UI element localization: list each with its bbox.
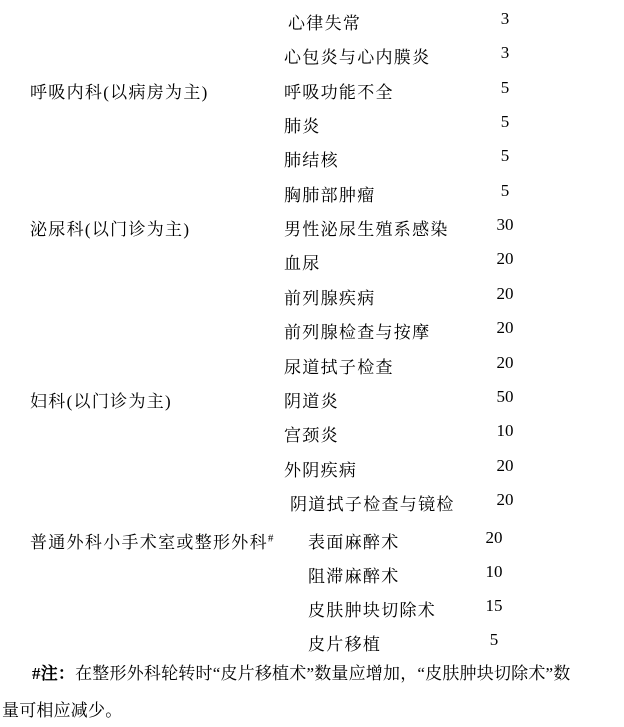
table-row	[0, 181, 624, 203]
count-cell: 5	[500, 112, 510, 132]
item-cell: 呼吸功能不全	[284, 82, 394, 102]
item-cell: 血尿	[284, 254, 321, 274]
count-cell: 30	[496, 215, 514, 235]
count-cell: 20	[496, 318, 514, 338]
count-cell: 20	[496, 352, 514, 372]
item-cell: 前列腺疾病	[284, 288, 376, 308]
item-cell: 男性泌尿生殖系感染	[284, 220, 449, 240]
count-cell: 20	[496, 283, 514, 303]
table-row	[0, 387, 624, 409]
item-cell: 阴道炎	[284, 391, 339, 411]
footnote-marker: #注：	[32, 664, 76, 683]
table-row	[0, 215, 624, 240]
table-row	[0, 456, 624, 478]
dept-cell: 泌尿科(以门诊为主)	[30, 220, 191, 240]
table-row	[0, 284, 624, 306]
count-cell: 10	[485, 562, 503, 581]
count-cell: 3	[500, 43, 510, 63]
table-row	[0, 353, 624, 375]
table-row	[0, 78, 624, 100]
table-row	[0, 318, 624, 343]
dept-cell: 普通外科小手术室或整形外科#	[30, 532, 274, 552]
item-cell: 前列腺检查与按摩	[284, 323, 431, 343]
table-row	[0, 490, 624, 512]
count-cell: 5	[500, 146, 510, 166]
item-cell: 肺结核	[284, 151, 339, 171]
footnote-line	[0, 655, 624, 692]
count-cell: 20	[485, 528, 503, 547]
item-cell: 外阴疾病	[284, 460, 358, 480]
table-row	[0, 249, 624, 274]
table-row	[0, 9, 624, 31]
item-cell: 阴道拭子检查与镜检	[290, 494, 455, 514]
table-row	[0, 146, 624, 171]
item-cell: 表面麻醉术	[308, 533, 400, 552]
count-cell: 20	[496, 249, 514, 269]
table-row	[0, 596, 624, 618]
footnote	[0, 655, 624, 727]
count-cell: 5	[500, 77, 510, 97]
dept-cell: 呼吸内科(以病房为主)	[30, 82, 209, 102]
dept-cell: 妇科(以门诊为主)	[30, 391, 173, 411]
count-cell: 5	[500, 180, 510, 200]
footnote-text: 在整形外科轮转时“皮片移植术”数量应增加，“皮肤肿块切除术”数	[75, 664, 571, 683]
count-cell: 10	[496, 421, 514, 441]
count-cell: 5	[489, 630, 499, 649]
table-row	[0, 112, 624, 137]
table-row	[0, 562, 624, 584]
table-row	[0, 528, 624, 550]
count-cell: 15	[485, 596, 503, 615]
count-cell: 3	[500, 9, 510, 28]
dept-footnote-mark: #	[267, 532, 274, 545]
item-cell: 阻滞麻醉术	[308, 567, 400, 586]
table-row	[0, 421, 624, 446]
table-row	[0, 630, 624, 652]
item-cell: 皮片移植	[308, 635, 382, 654]
item-cell: 肺炎	[284, 117, 321, 137]
item-cell: 皮肤肿块切除术	[308, 601, 437, 620]
count-cell: 50	[496, 386, 514, 406]
footnote-line: 量可相应减少。	[2, 701, 123, 720]
count-cell: 20	[496, 489, 514, 509]
item-cell: 心律失常	[288, 14, 362, 33]
item-cell: 尿道拭子检查	[284, 357, 394, 377]
count-cell: 20	[496, 455, 514, 475]
item-cell: 胸肺部肿瘤	[284, 185, 376, 205]
item-cell: 心包炎与心内膜炎	[284, 48, 431, 68]
table-row	[0, 43, 624, 68]
item-cell: 宫颈炎	[284, 426, 339, 446]
